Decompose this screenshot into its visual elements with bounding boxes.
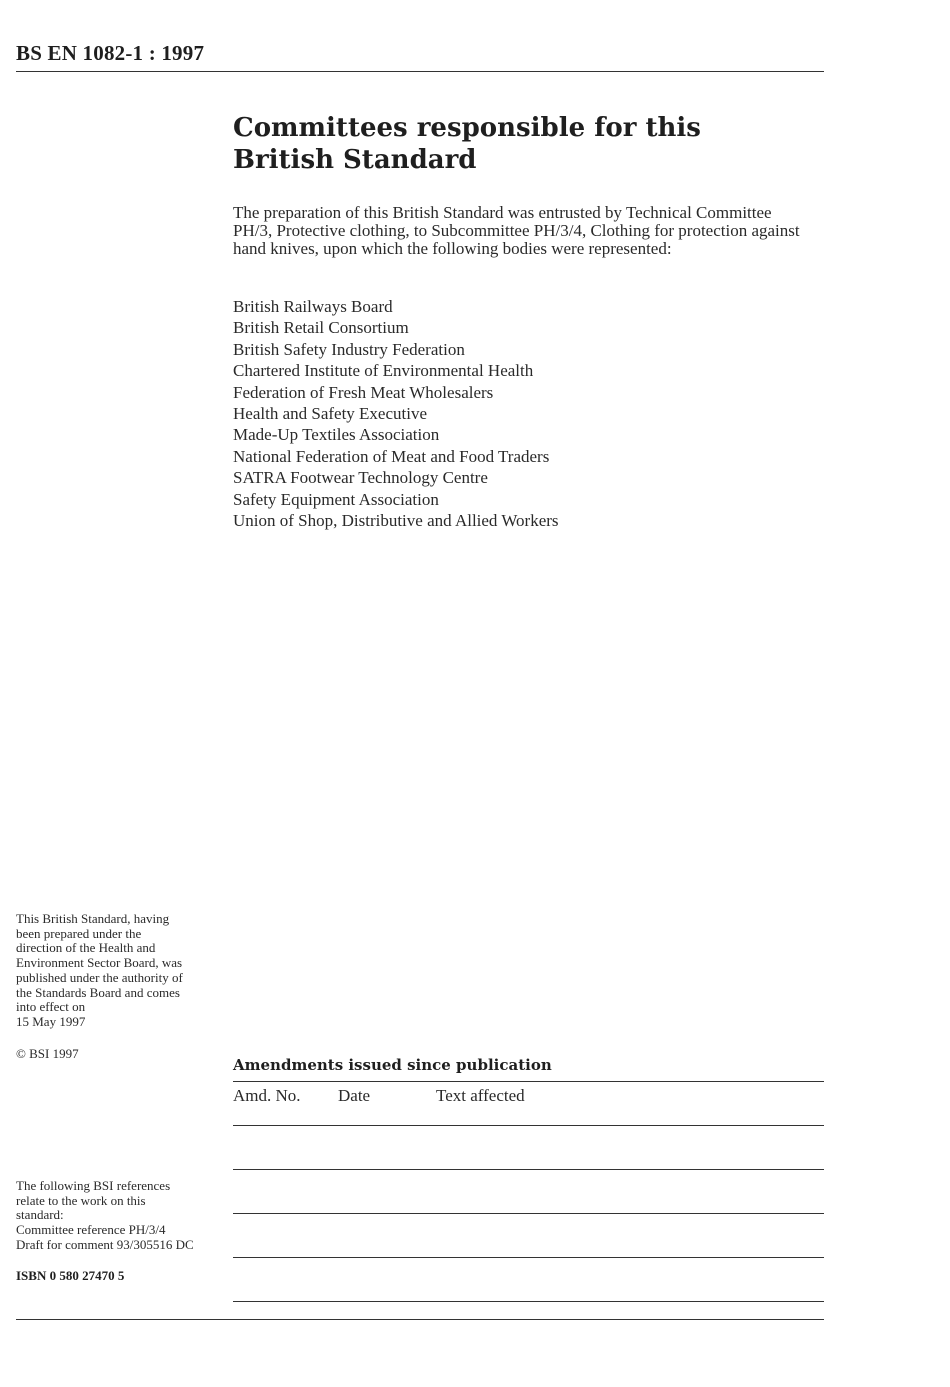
table-row — [233, 1258, 824, 1302]
page-title — [233, 112, 824, 176]
note-line: published under the authority of — [16, 969, 183, 985]
column-header-amd-no: Amd. No. — [233, 1086, 301, 1105]
note-line: Environment Sector Board, was — [16, 955, 183, 971]
bsi-references — [16, 1179, 221, 1253]
intro-paragraph: The preparation of this British Standard was entrusted by Technical Committee PH/3, Protective clothing, to Subcommittee PH/3/4, Clothing for protection against hand knives, upon which the following bodies were represented: — [233, 203, 800, 258]
list-item: British Railways Board — [233, 297, 393, 316]
table-row — [233, 1126, 824, 1170]
list-item: Chartered Institute of Environmental Health — [233, 361, 534, 381]
table-row — [233, 1214, 824, 1258]
footer-rule — [16, 1319, 824, 1320]
draft-reference: Draft for comment 93/305516 DC — [16, 1236, 194, 1252]
header-rule — [16, 71, 824, 72]
effective-date: 15 May 1997 — [16, 1013, 86, 1029]
represented-bodies-list — [233, 296, 824, 531]
list-item: National Federation of Meat and Food Traders — [233, 446, 550, 466]
list-item: Federation of Fresh Meat Wholesalers — [233, 382, 494, 402]
note-line: been prepared under the — [16, 925, 142, 941]
amendments-header-row — [233, 1082, 824, 1126]
list-item: British Safety Industry Federation — [233, 339, 465, 359]
isbn: ISBN 0 580 27470 5 — [16, 1268, 125, 1283]
title-line-2: British Standard — [233, 145, 477, 175]
column-header-date: Date — [338, 1086, 371, 1105]
note-line: the Standards Board and comes — [16, 984, 180, 1000]
committee-reference: Committee reference PH/3/4 — [16, 1222, 166, 1238]
column-header-text-affected: Text affected — [436, 1086, 525, 1105]
document-id: BS EN 1082-1 : 1997 — [16, 41, 205, 65]
copyright-notice: © BSI 1997 — [16, 1046, 79, 1061]
list-item: Union of Shop, Distributive and Allied Workers — [233, 511, 559, 531]
ref-line: relate to the work on this — [16, 1192, 146, 1208]
amendments-table — [233, 1081, 824, 1302]
amendments-title: Amendments issued since publication — [233, 1056, 552, 1074]
committees-section — [233, 112, 824, 531]
ref-line: The following BSI references — [16, 1178, 171, 1193]
note-line: into effect on — [16, 999, 86, 1015]
list-item: Made-Up Textiles Association — [233, 425, 440, 445]
publication-note — [16, 912, 216, 1030]
table-row — [233, 1170, 824, 1214]
list-item: Health and Safety Executive — [233, 404, 428, 424]
list-item: SATRA Footwear Technology Centre — [233, 468, 488, 488]
title-line-1: Committees responsible for this — [233, 113, 701, 143]
list-item: British Retail Consortium — [233, 318, 409, 338]
note-line: This British Standard, having — [16, 911, 170, 926]
list-item: Safety Equipment Association — [233, 489, 439, 509]
note-line: direction of the Health and — [16, 940, 156, 956]
ref-line: standard: — [16, 1207, 64, 1223]
